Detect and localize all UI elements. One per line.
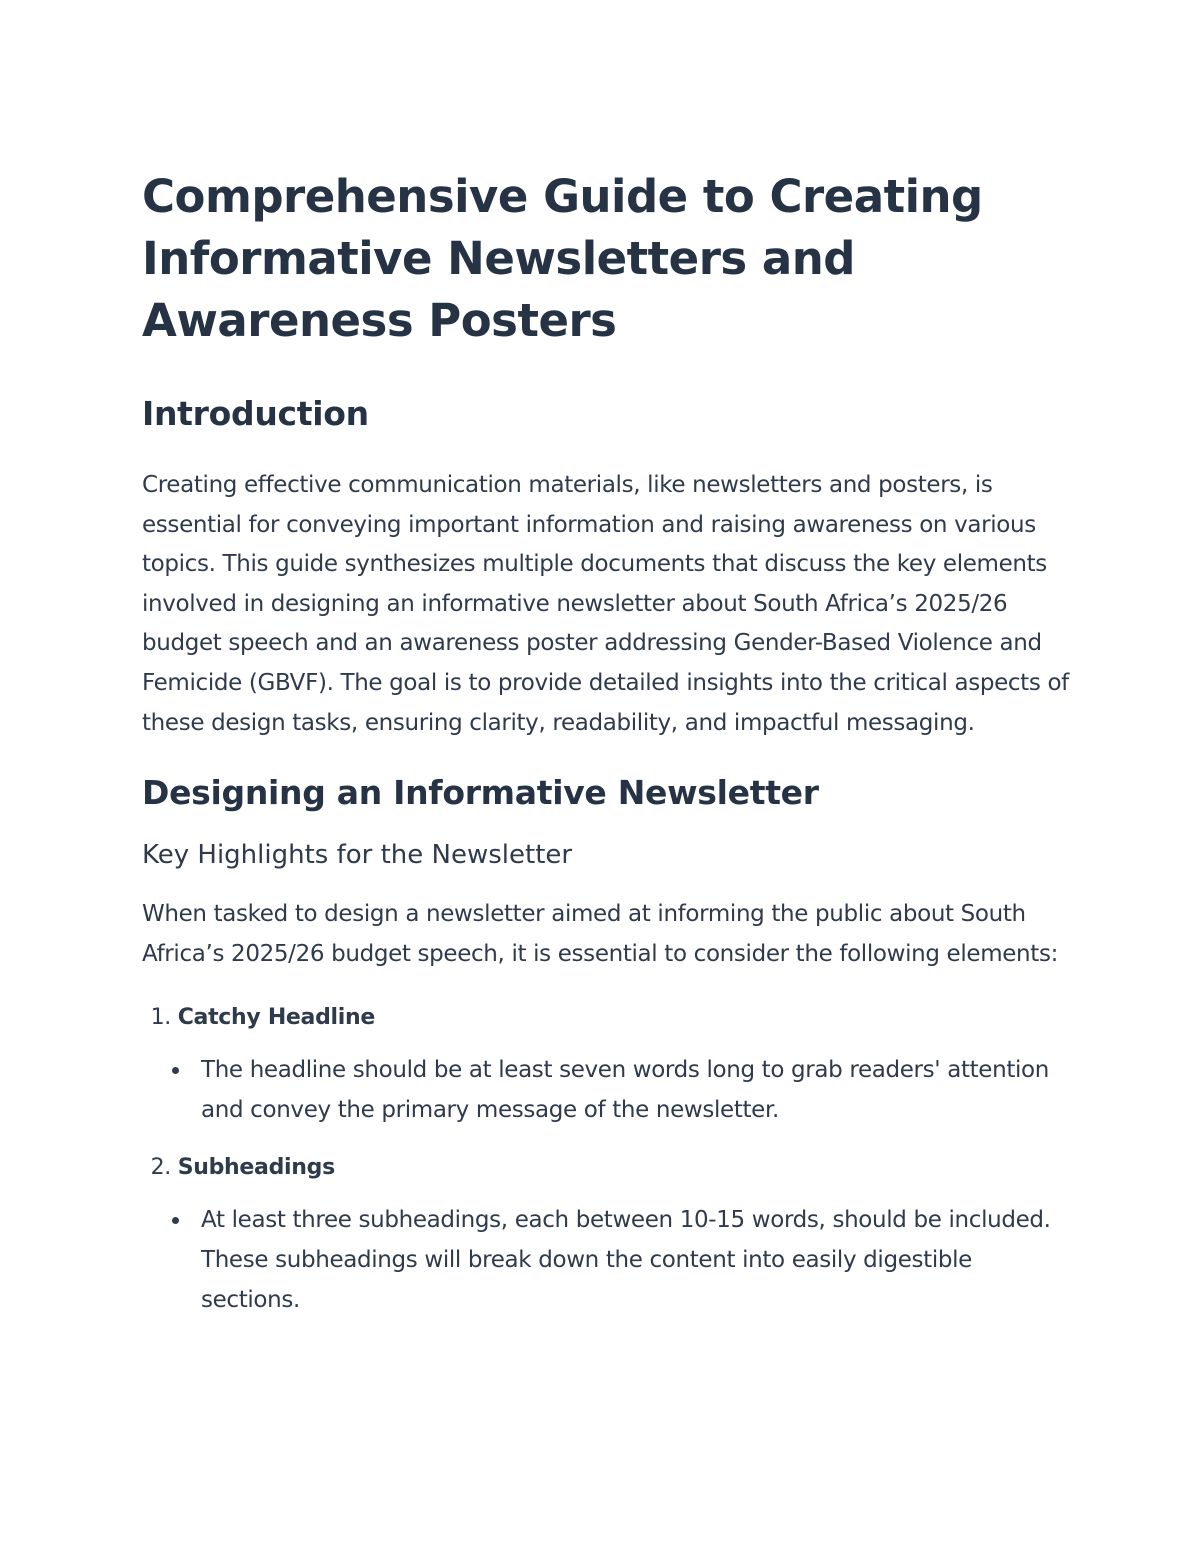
introduction-heading: Introduction [142,394,369,433]
newsletter-lead-paragraph: When tasked to design a newsletter aimed at informing the public about South Africa’s 2025/26 budget speech, it is essential to consider the following elements: [142,901,1058,967]
list-item-title: Catchy Headline [177,1005,376,1031]
bullet-dot-icon [172,1217,179,1224]
bullet-item [201,1050,1072,1130]
list-item [142,1152,1072,1320]
list-item-number: 2. [150,1155,171,1181]
bullet-text: The headline should be at least seven words long to grab readers' attention and convey the primary message of the newsletter. [201,1057,1049,1124]
newsletter-section-heading: Designing an Informative Newsletter [142,773,819,813]
bullet-list [142,1200,1072,1320]
list-item-heading [142,1152,1072,1184]
document-page [142,166,1072,1342]
bullet-item [201,1200,1072,1320]
list-item [142,1002,1072,1130]
newsletter-elements-list [142,1002,1072,1320]
newsletter-subheading: Key Highlights for the Newsletter [142,840,573,871]
bullet-list [142,1050,1072,1130]
bullet-dot-icon [172,1067,179,1074]
list-item-heading [142,1002,1072,1034]
document-title: Comprehensive Guide to Creating Informative Newsletters and Awareness Posters [142,170,983,347]
bullet-text: At least three subheadings, each between 10-15 words, should be included. These subheadings will break down the content into easily digestible sections. [201,1207,1051,1314]
introduction-paragraph: Creating effective communication materials, like newsletters and posters, is essential for conveying important information and raising awareness on various topics. This guide synthesizes multiple documents that discuss the key elements involved in designing an informative newsletter about South Africa’s 2025/26 budget speech and an awareness poster addressing Gender-Based Violence and Femicide (GBVF). The goal is to provide detailed insights into the critical aspects of these design tasks, ensuring clarity, readability, and impactful messaging. [142,472,1069,736]
list-item-number: 1. [150,1005,171,1031]
list-item-title: Subheadings [177,1155,335,1181]
